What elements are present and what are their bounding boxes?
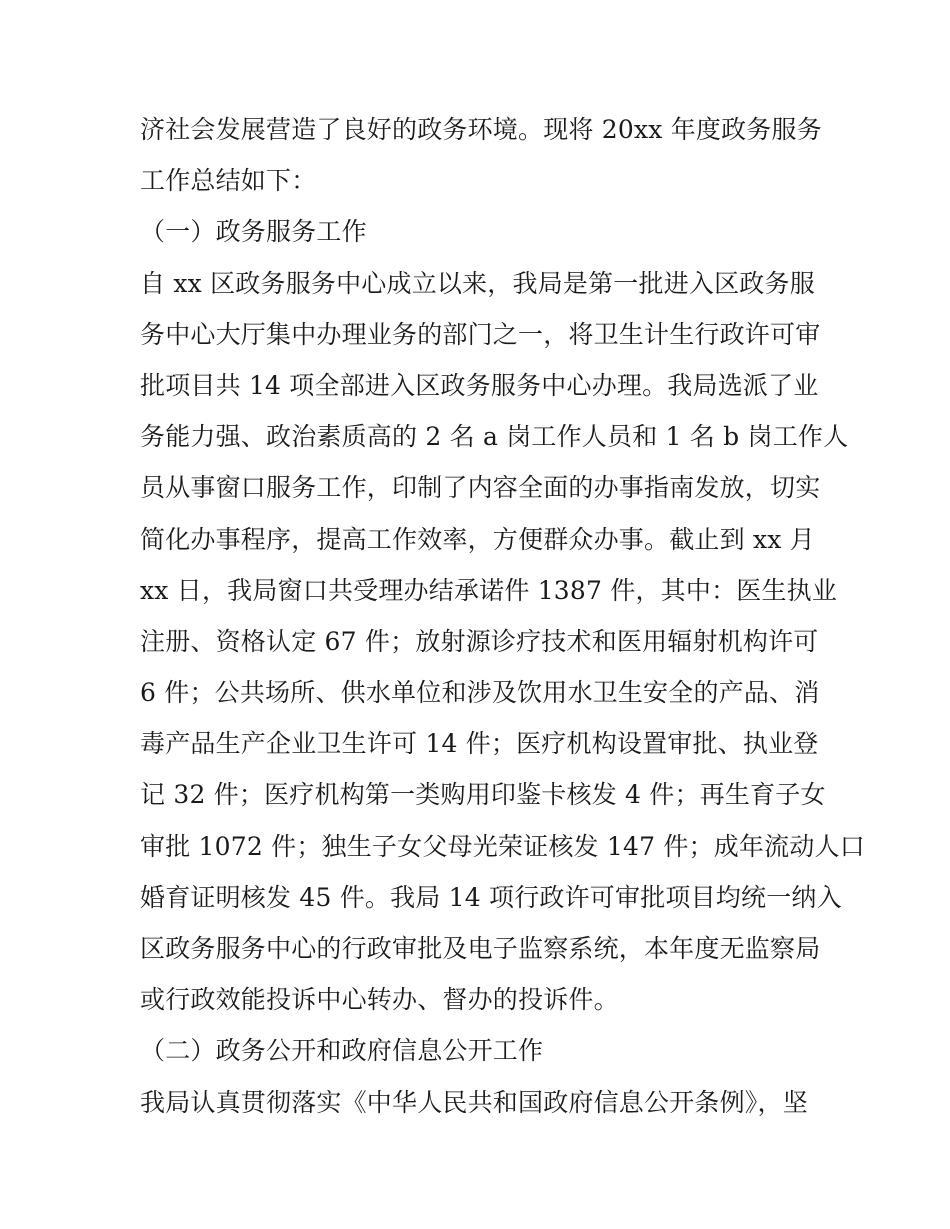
body-text-line: 区政务服务中心的行政审批及电子监察系统，本年度无监察局 bbox=[140, 934, 821, 963]
body-text-line: 简化办事程序，提高工作效率，方便群众办事。截止到 xx 月 bbox=[140, 524, 815, 554]
body-text-line: 6 件；公共场所、供水单位和涉及饮用水卫生安全的产品、消 bbox=[140, 678, 820, 708]
body-text-line: 自 xx 区政务服务中心成立以来，我局是第一批进入区政务服 bbox=[140, 268, 815, 298]
body-text-line: 记 32 件；医疗机构第一类购用印鉴卡核发 4 件；再生育子女 bbox=[140, 780, 826, 810]
body-text-line: 或行政效能投诉中心转办、督办的投诉件。 bbox=[140, 985, 619, 1015]
body-text-line: 毒产品生产企业卫生许可 14 件；医疗机构设置审批、执业登 bbox=[140, 729, 819, 759]
body-text-line: 审批 1072 件；独生子女父母光荣证核发 147 件；成年流动人口 bbox=[140, 831, 865, 861]
section-heading-2: （二）政务公开和政府信息公开工作 bbox=[140, 1036, 544, 1066]
body-text-line: 婚育证明核发 45 件。我局 14 项行政许可审批项目均统一纳入 bbox=[140, 882, 842, 912]
body-text-line: 我局认真贯彻落实《中华人民共和国政府信息公开条例》，坚 bbox=[140, 1087, 808, 1117]
section-heading-1: （一）政务服务工作 bbox=[140, 217, 367, 247]
body-text-line: 批项目共 14 项全部进入区政务服务中心办理。我局选派了业 bbox=[140, 370, 819, 400]
body-text-line: xx 日，我局窗口共受理办结承诺件 1387 件，其中：医生执业 bbox=[140, 575, 838, 605]
body-text-line: 员从事窗口服务工作，印制了内容全面的办事指南发放，切实 bbox=[140, 473, 821, 503]
body-text-line: 注册、资格认定 67 件；放射源诊疗技术和医用辐射机构许可 bbox=[140, 626, 819, 656]
body-text-line: 务能力强、政治素质高的 2 名 a 岗工作人员和 1 名 b 岗工作人 bbox=[140, 422, 849, 452]
body-text-line: 济社会发展营造了良好的政务环境。现将 20xx 年度政务服务 bbox=[140, 115, 822, 144]
document-body bbox=[140, 104, 865, 1128]
body-text-line: 务中心大厅集中办理业务的部门之一，将卫生计生行政许可审 bbox=[140, 319, 821, 349]
body-text-line: 工作总结如下： bbox=[140, 166, 317, 196]
